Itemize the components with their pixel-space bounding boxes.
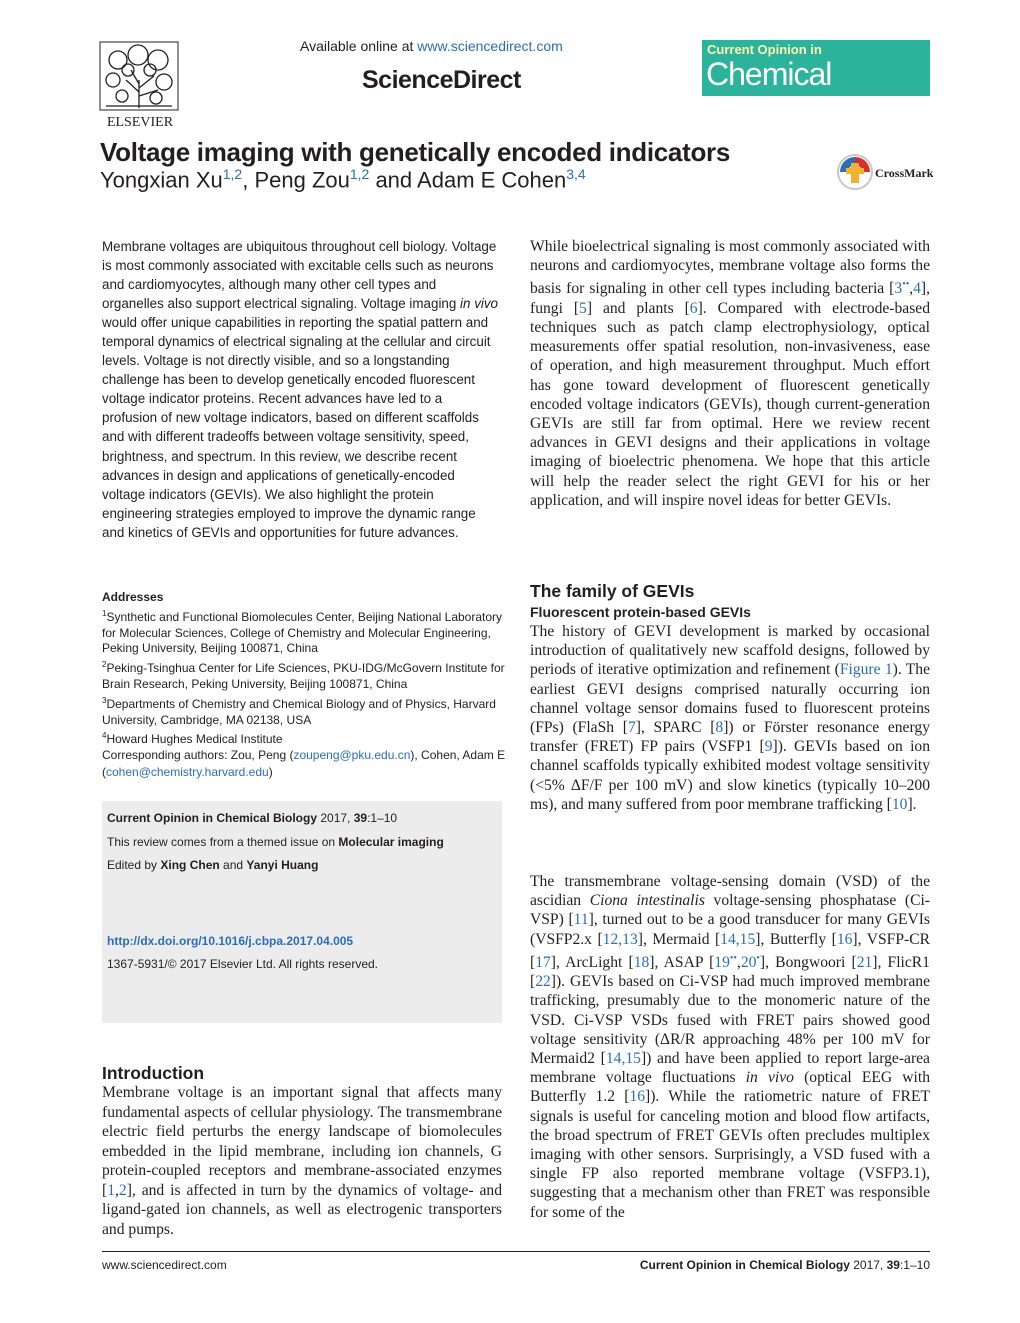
body-text: ], turned out to be a good transducer for many GEVIs (VSFP2.x [: [530, 911, 931, 948]
address-number: 4: [102, 731, 107, 741]
email-link[interactable]: cohen@chemistry.harvard.edu: [106, 764, 269, 779]
footer-volume: 39: [886, 1258, 900, 1272]
abstract-text: Membrane voltages are ubiquitous throughout cell biology. Voltage is most commonly associated with excitable cells such as neurons and cardiomyocytes, although many other cell types and organelles also support electrical signaling. Voltage imaging: [102, 239, 497, 312]
body-text: voltage-sensing phosphatase (Ci-VSP) [: [530, 892, 931, 929]
footer-website[interactable]: www.sciencedirect.com: [102, 1258, 227, 1272]
abstract-italic: in vivo: [460, 296, 499, 312]
body-text: ]) or Förster resonance energy transfer (FRET) FP pairs (VSFP1 [: [530, 719, 930, 756]
body-text: ]) and have been applied to report large-area membrane voltage fluctuations: [530, 1050, 930, 1087]
address-item: [102, 657, 506, 693]
platform-title: ScienceDirect: [362, 66, 521, 94]
address-number: 3: [102, 695, 107, 705]
address-text: Synthetic and Functional Biomolecules Center, Beijing National Laboratory for Molecular Sciences, College of Chemistry and Molecular Engineering, Peking University, Beijing 100871, China: [102, 609, 503, 656]
reference-link[interactable]: 1: [107, 1181, 115, 1199]
abstract-text: would offer unique capabilities in reporting the spatial pattern and temporal dynamics of electrical signaling at the cellular and circuit levels. Voltage is not directly visible, and so a longstanding challenge has been to develop genetically encoded fluorescent voltage indicator proteins. Recent advances have led to a profusion of new voltage indicators, based on different scaffolds and with different tradeoffs between voltage sensitivity, speed, brightness, and spectrum. In this review, we describe recent advances in design and applications of genetically-encoded voltage indicators (GEVIs). We also highlight the protein engineering strategies employed to improve the dynamic range and kinetics of GEVIs and opportunities for future advances.: [102, 315, 491, 540]
reference-link[interactable]: 7: [627, 719, 636, 737]
body-text: ], VSFP-CR [: [530, 930, 930, 971]
reference-link[interactable]: 14,15: [605, 1050, 641, 1068]
corresponding-text: ), Cohen, Adam E (: [102, 748, 506, 779]
reference-link[interactable]: 11: [573, 911, 589, 929]
reference-link[interactable]: 9: [764, 738, 773, 756]
body-text: ], FlicR1 [: [530, 954, 930, 991]
address-text: Peking-Tsinghua Center for Life Sciences, PKU-IDG/McGovern Institute for Brain Research, Peking University, Beijing 100871, China: [102, 661, 505, 691]
reference-link[interactable]: 6: [689, 299, 698, 317]
citation-year: 2017,: [317, 811, 354, 825]
reference-link[interactable]: 21: [856, 954, 873, 971]
footer-pages: :1–10: [899, 1258, 930, 1272]
author-list: [100, 166, 586, 193]
author-name: Peng Zou: [254, 167, 350, 193]
reference-link[interactable]: 16: [836, 930, 853, 948]
reference-link[interactable]: 4: [913, 280, 921, 298]
reference-link[interactable]: 22: [535, 973, 551, 991]
body-text: ], Mermaid [: [637, 930, 721, 948]
reference-link[interactable]: 2: [118, 1181, 127, 1199]
author-affiliation[interactable]: 3,4: [566, 166, 586, 182]
body-text: While bioelectrical signaling is most commonly associated with neurons and cardiomyocytes, membrane voltage also forms the basis for signaling in other cell types including bacteria [: [530, 238, 930, 298]
footer-divider: [102, 1251, 930, 1252]
corresponding-authors: [102, 747, 506, 780]
body-text: ]). GEVIs based on ion channel scaffolds typically exhibited modest voltage sensitivity (<5% ΔF/F per 100 mV) and slow kinetics (typically 10–200 ms), and many suffered from poor membrane trafficking [: [530, 738, 930, 813]
introduction-paragraph: Membrane voltage is an important signal that affects many fundamental aspects of cellular physiology. The transmembrane electric field perturbs the energy landscape of biomolecules embedded in the lipid membrane, including ion channels, G protein-coupled receptors and membrane-associated enzymes [1,2], and is affected in turn by the dynamics of voltage- and ligand-gated ion channels, as well as electrogenic transporters and pumps.: [102, 1084, 502, 1238]
address-text: Howard Hughes Medical Institute: [106, 732, 283, 747]
reference-link[interactable]: 14,15: [720, 930, 756, 948]
doi-line: [107, 934, 353, 948]
author-separator: and: [369, 167, 418, 193]
subsection-heading: Fluorescent protein-based GEVIs: [530, 604, 751, 620]
elsevier-logo: [98, 40, 182, 130]
body-text: ], ASAP [: [649, 954, 715, 971]
reference-importance-mark: •: [756, 952, 760, 964]
address-number: 1: [102, 608, 107, 618]
editor-name: Yanyi Huang: [246, 858, 319, 872]
addresses-heading: Addresses: [102, 590, 164, 604]
citation-volume: 39: [353, 811, 368, 825]
copyright: 1367-5931/© 2017 Elsevier Ltd. All rights reserved.: [107, 957, 378, 971]
reference-link[interactable]: 19: [714, 954, 730, 971]
body-text: Membrane voltage is an important signal that affects many fundamental aspects of cellular physiology. The transmembrane electric field perturbs the energy landscape of biomolecules embedded in the lipid membrane, including ion channels, G protein-coupled receptors and membrane-associated enzymes [: [102, 1084, 502, 1199]
reference-link[interactable]: 10: [891, 795, 908, 813]
body-text: ]). GEVIs based on Ci-VSP had much improved membrane trafficking, presumably due to the monomeric nature of the VSD. Ci-VSP VSDs fused with FRET pairs showed good voltage sensitivity (ΔR/R approaching 48% per 100 mV for Mermaid2 [: [530, 973, 930, 1068]
address-item: [102, 693, 506, 729]
author-name: Yongxian Xu: [100, 167, 223, 193]
editor-name: Xing Chen: [160, 858, 220, 872]
theme-prefix: This review comes from a themed issue on: [107, 835, 339, 849]
body-text: ] and plants [: [586, 299, 690, 317]
body-text: ). The earliest GEVI designs comprised naturally occurring ion channel voltage sensor domains fused to fluorescent proteins (FPs) (FlaSh [: [530, 661, 930, 737]
journal-badge-bottom: Chemical Biology: [706, 56, 832, 129]
introduction-heading: Introduction: [102, 1063, 205, 1083]
available-online: [300, 38, 563, 54]
body-text: ], Butterfly [: [755, 930, 837, 948]
reference-link[interactable]: 17: [535, 954, 551, 971]
editors-line: [107, 858, 318, 872]
address-item: [102, 728, 506, 748]
author-affiliation[interactable]: 1,2: [349, 166, 370, 182]
body-text: The history of GEVI development is marked by occasional introduction of qualitatively new scaffold designs, followed by periods of iterative optimization and refinement (: [530, 623, 930, 679]
address-item: [102, 606, 506, 657]
theme-line: [107, 835, 444, 849]
body-text: ].: [907, 795, 917, 813]
body-text: ], SPARC [: [635, 719, 716, 737]
journal-name: Current Opinion in Chemical Biology: [107, 811, 318, 825]
body-paragraph: The transmembrane voltage-sensing domain (VSD) of the ascidian Ciona intestinalis voltage-sensing phosphatase (Ci-VSP) [11], turned out to be a good transducer for many GEVIs (VSFP2.x [12,13], Mermaid [14,15], Butterfly [16], VSFP-CR [17], ArcLight [18], ASAP [19••,20•], Bongwoori [21], FlicR1 [22]). GEVIs based on Ci-VSP had much improved membrane trafficking, presumably due to the monomeric nature of the VSD. Ci-VSP VSDs fused with FRET pairs showed good voltage sensitivity (ΔR/R approaching 48% per 100 mV for Mermaid2 [14,15]) and have been applied to report large-area membrane voltage fluctuations in vivo (optical EEG with Butterfly 1.2 [16]). While the ratiometric nature of FRET signals is useful for canceling motion and blood flow artifacts, the broad spectrum of FRET GEVIs often precludes multiplex imaging with other sensors. Surprisingly, a VSD fused with a single FP also reported membrane voltage (VSFP3.1), suggesting that a mechanism other than FRET was responsible for some of the: [530, 873, 931, 1221]
email-link[interactable]: zoupeng@pku.edu.cn: [293, 748, 411, 762]
footer-citation: [640, 1258, 930, 1272]
italic-term: in vivo: [745, 1069, 794, 1087]
body-text: ]. Compared with electrode-based techniques such as patch clamp electrophysiology, optical measurements offer spatial resolution, non-invasiveness, ease of operation, and high measurement throughput. Much effort has gone toward development of fluorescent genetically encoded voltage indicators (GEVIs), though current-generation GEVIs are still far from optimal. Here we review recent advances in GEVI designs and their applications in voltage imaging of bioelectric phenomena. We hope that this article will help the reader select the right GEVI for his or her application, and will inspire novel ideas for better GEVIs.: [530, 299, 930, 509]
crossmark-icon: [836, 153, 874, 191]
journal-badge[interactable]: [702, 40, 930, 129]
address-text: Departments of Chemistry and Chemical Biology and of Physics, Harvard University, Cambridge, MA 02138, USA: [102, 696, 496, 727]
section-heading: The family of GEVIs: [530, 581, 695, 601]
footer-journal: Current Opinion in Chemical Biology: [639, 1258, 850, 1272]
elsevier-tree-icon: [98, 40, 182, 130]
citation-line: [107, 811, 397, 825]
reference-link[interactable]: 12,13: [602, 930, 638, 948]
body-text: ], Bongwoori [: [759, 954, 857, 971]
publisher-wordmark: ELSEVIER: [106, 115, 174, 130]
body-text: (optical EEG with Butterfly 1.2 [: [530, 1069, 930, 1106]
sciencedirect-link[interactable]: www.sciencedirect.com: [417, 38, 563, 54]
body-text: ], ArcLight [: [550, 954, 634, 971]
reference-link[interactable]: 18: [633, 954, 650, 971]
reference-importance-mark: ••: [902, 279, 910, 291]
species-name: Ciona intestinalis: [589, 892, 705, 910]
corresponding-text: Corresponding authors: Zou, Peng (: [102, 748, 294, 762]
author-affiliation[interactable]: 1,2: [222, 166, 243, 182]
corresponding-text: ): [268, 764, 273, 779]
body-paragraph: [530, 622, 930, 814]
doi-link[interactable]: http://dx.doi.org/10.1016/j.cbpa.2017.04.005: [107, 934, 354, 948]
reference-link[interactable]: 5: [579, 299, 587, 317]
figure-link[interactable]: Figure 1: [839, 661, 893, 679]
reference-link[interactable]: 16: [629, 1088, 646, 1106]
crossmark-label: CrossMark: [875, 166, 934, 180]
citation-pages: :1–10: [367, 811, 398, 825]
reference-link[interactable]: 8: [715, 719, 724, 737]
reference-link[interactable]: 20: [740, 954, 757, 971]
journal-badge-top: Current Opinion in: [707, 42, 822, 57]
available-prefix: Available online at: [300, 38, 414, 54]
editor-and: and: [219, 858, 247, 872]
theme-name: Molecular imaging: [338, 835, 444, 849]
footer-year: 2017,: [849, 1258, 887, 1272]
reference-importance-mark: ••: [729, 952, 737, 964]
address-number: 2: [102, 660, 107, 670]
body-text: ]). While the ratiometric nature of FRET signals is useful for canceling motion and blood flow artifacts, the broad spectrum of FRET GEVIs often precludes multiplex imaging with other sensors. Surprisingly, a VSD fused with a single FP also reported membrane voltage (VSFP3.1), suggesting that a mechanism other than FRET was responsible for some of the: [530, 1088, 931, 1221]
crossmark-badge[interactable]: [836, 153, 932, 191]
addresses: [102, 590, 506, 748]
article-title: Voltage imaging with genetically encoded indicators: [100, 137, 731, 167]
abstract: [102, 237, 500, 542]
body-text: ], and is affected in turn by the dynamics of voltage- and ligand-gated ion channels, as well as electrogenic transporters and pumps.: [102, 1181, 502, 1238]
article-info-box: [102, 801, 502, 1023]
author-separator: ,: [242, 167, 255, 193]
edited-prefix: Edited by: [107, 858, 161, 872]
reference-link[interactable]: 3: [894, 280, 903, 298]
body-paragraph: While bioelectrical signaling is most commonly associated with neurons and cardiomyocytes, membrane voltage also forms the basis for signaling in other cell types including bacteria [3••,4], fungi [5] and plants [6]. Compared with electrode-based techniques such as patch clamp electrophysiology, optical measurements offer spatial resolution, non-invasiveness, ease of operation, and high measurement throughput. Much effort has gone toward development of fluorescent genetically encoded voltage indicators (GEVIs), though current-generation GEVIs are still far from optimal. Here we review recent advances in GEVI designs and their applications in voltage imaging of bioelectric phenomena. We hope that this article will help the reader select the right GEVI for his or her application, and will inspire novel ideas for better GEVIs.: [530, 238, 930, 509]
body-text: The transmembrane voltage-sensing domain (VSD) of the ascidian: [530, 873, 930, 910]
author-name: Adam E Cohen: [417, 167, 567, 193]
body-text: ], fungi [: [530, 280, 930, 317]
